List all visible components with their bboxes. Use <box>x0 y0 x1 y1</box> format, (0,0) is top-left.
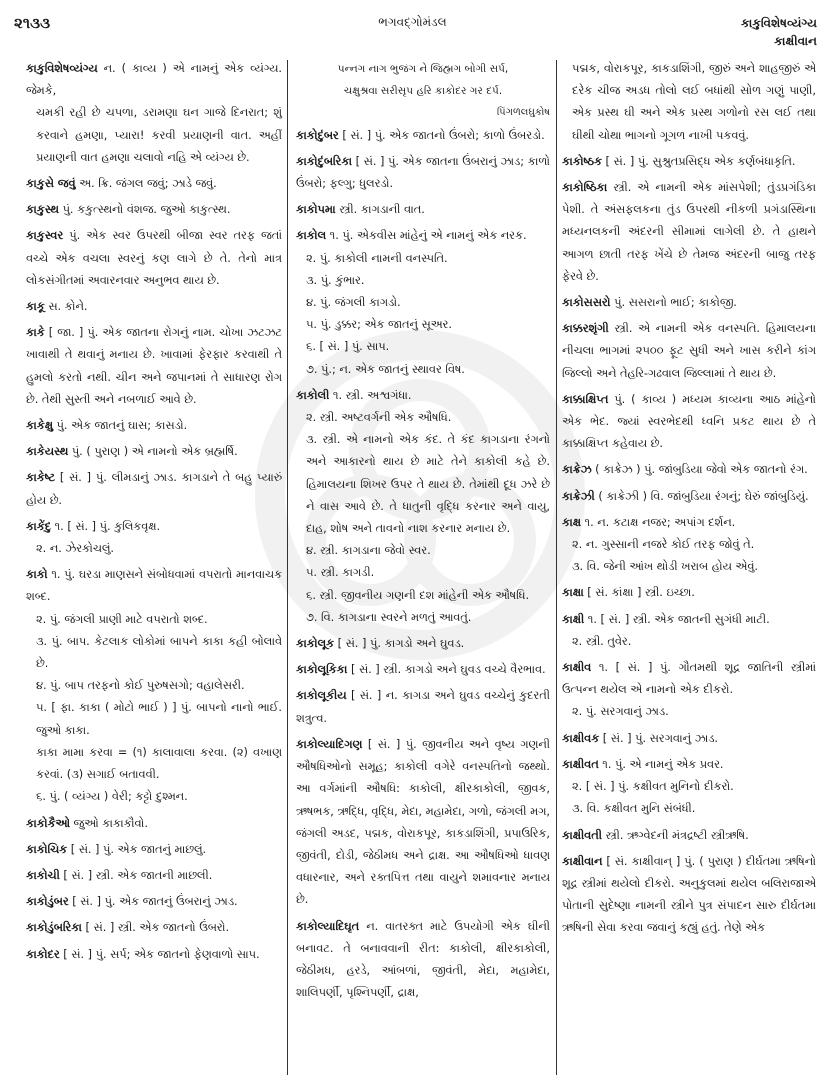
dictionary-entry <box>26 441 282 463</box>
headword: કાક્ષીવાન <box>562 854 603 868</box>
definition: સ્ત્રી. એ નામની એક વનસ્પતિ. હિમાલયના નીચલા ભાગમાં ૨૫૦૦ ફૂટ સુધી અને ખાસ કરીને કાંગ જિલ્લો અને તેહરિ-ગઢવાલ જિલ્લામાં તે થાય છે. <box>562 322 816 380</box>
verse-line: પન્નગ નાગ ભુજંગ ને જિહ્મગ બોગી સર્પ, <box>337 63 509 75</box>
headword: કાકોલૂકીય <box>296 689 347 703</box>
sub-sense: ૪. પું. જંગલી કાગડો. <box>306 296 401 310</box>
sub-sense: ૨. પું. સરગવાનું ઝાડ. <box>572 705 669 719</box>
definition: [ સં. ] ન. કાગડા અને ઘુવડ વચ્ચેનું કુદરતી શત્રુત્વ. <box>296 689 550 725</box>
dictionary-entry <box>562 318 816 385</box>
dictionary-entry <box>296 225 550 380</box>
dictionary-entry <box>562 609 816 653</box>
dictionary-entry <box>562 151 816 173</box>
headword: કાકો <box>26 568 48 582</box>
dictionary-entry <box>562 292 816 314</box>
dictionary-entry <box>562 657 816 724</box>
dictionary-entry <box>296 685 550 729</box>
book-title: ભગવદ્ગોમંડલ <box>378 15 447 29</box>
headword: કાક્ષીવત <box>562 757 599 771</box>
continued-text: પદ્મક, વોરાકપૂર, કાકડાશિંગી, જીરું અને શાહજીરું એ દરેક ચીજ અડધ તોલો લઈ બધાંથી સોળ ગણું પાણી, એક પ્રસ્થ ઘી અને એક પ્રસ્થ ગળોનો રસ લઈ તથા ઘીથી ચોથા ભાગનો ગૂગળ નાખી પકવવું. <box>572 62 816 142</box>
sub-sense: ૩. વિ. કક્ષીવત મુનિ સંબંધી. <box>572 802 696 816</box>
dictionary-entry <box>26 813 282 835</box>
verse-line: ચક્ષુશ્રવા સરીસૃપ હરિ કાકોદર ગર દર્પ. <box>343 85 503 98</box>
guide-words <box>741 14 817 50</box>
definition: ૧. પું. ઘરડા માણસને સંબોધવામાં વપરાતો માનવાચક શબ્દ. <box>26 568 282 604</box>
page-number: ૨૧૩૩ <box>14 14 51 32</box>
definition: ૧. પું. એ નામનું એક પ્રવર. <box>598 757 724 771</box>
definition: ૧. સ્ત્રી. અશ્વગંધા. <box>329 388 412 402</box>
definition: [ સં. ] પું. સર્પ; એક જાતનો ફેણવાળો સાપ. <box>59 947 260 961</box>
definition: ૧. પું. એકવીસ માંહેનું એ નામનું એક નરક. <box>326 229 527 243</box>
definition: ૧. [ સં. ] પું. કુલિકવૃક્ષ. <box>51 519 161 533</box>
headword: કાકેયસ્થ <box>26 445 69 459</box>
headword: કાકુસે જવું <box>26 177 76 191</box>
definition: ૧. [ સં. ] પું. ગૌતમથી શૂદ્ર જાતિની સ્ત્રીમાં ઉત્પન્ન થયેલ એ નામનો એક દીકરો. <box>562 661 816 697</box>
definition: જુઓ કાકાકૌવો. <box>69 816 148 830</box>
dictionary-entry <box>26 322 282 411</box>
dictionary-entry <box>296 125 550 147</box>
dictionary-entry <box>562 754 816 821</box>
headword: કાકોદર <box>26 947 60 961</box>
sub-sense: ૫. [ ફા. કાકા ( મોટો ભાઈ ) ] પું. બાપનો નાનો ભાઈ. જુઓ કાકા. <box>36 701 282 737</box>
sub-sense: ૩. પું. કુંભાર. <box>306 273 365 287</box>
column-divider <box>556 60 557 1075</box>
sub-sense: ૨. પું. કાકોલી નામની વનસ્પતિ. <box>306 251 448 265</box>
definition: [ સં. ] પું. લીમડાનું ઝાડ. કાગડાને તે બહુ પ્યારું હોય છે. <box>26 471 282 507</box>
definition: [ સં. ] પું. કાગડો અને ઘુવડ. <box>334 637 465 651</box>
headword: કાકુસ્વર <box>26 229 64 243</box>
sub-sense: ૩. વિ. જેની આંખ થોડી ખરાબ હોય એવું. <box>572 560 758 574</box>
dictionary-entry <box>26 944 282 966</box>
headword: કાકુવિશેષવ્યંગ્ય <box>26 62 98 75</box>
dictionary-entry <box>562 486 816 508</box>
sub-sense: ૬. પું. ( વ્યંગ્ય ) વેરી; કટ્ટો દુશ્મન. <box>36 790 188 804</box>
headword: કાકેક્ષુ <box>26 419 53 433</box>
headword: કાકોલૂક <box>296 637 335 651</box>
definition: ન. વાતરક્ત માટે ઉપયોગી એક ઘીની બનાવટ. તે બનાવવાની રીત: કાકોલી, ક્ષીરકાકોલી, જેઠીમધ, હરડે, આંબળાં, જીવંતી, મેદા, મહામેદા, શાલિપર્ણી, પૃશ્નિપર્ણી, દ્રાક્ષ, <box>296 919 550 1000</box>
dictionary-entry <box>562 512 816 579</box>
dictionary-entry <box>26 58 282 169</box>
headword: કાક્રેઝી <box>562 489 595 503</box>
dictionary-entry <box>562 825 816 847</box>
definition: સ્ત્રી. એ નામની એક માંસપેશી; તુંડપ્રગંડિકા પેશી. તે અંસફલકના તુંડ ઉપરથી નીકળી પ્રગંડાસ્થિના મધ્યનલકની અંદરની સીમામાં લાગેલી છે. તે હાથને આગળ છાતી તરફ ખેંચે છે તેમજ અંદરની બાજુ તરફ ફેરવે છે. <box>562 181 816 283</box>
definition: ન. ( કાવ્ય ) એ નામનું એક વ્યંગ્ય. જેમકે, <box>26 62 282 98</box>
headword: કાકોપમા <box>296 203 336 217</box>
sub-sense: ૭. પું.; ન. એક જાતનું સ્થાવર વિષ. <box>306 362 465 376</box>
sub-sense: ૫. સ્ત્રી. કાગડી. <box>306 566 375 580</box>
definition: ૧. [ સં. ] સ્ત્રી. એક જાતની સુગંધી માટી. <box>584 612 770 626</box>
dictionary-entry <box>26 516 282 560</box>
sub-sense: ૭. વિ. કાગડાના સ્વરને મળતું આવતું. <box>306 610 472 624</box>
page-header <box>0 0 825 50</box>
dictionary-entry <box>26 199 282 221</box>
dictionary-entry <box>562 459 816 481</box>
dictionary-entry <box>296 385 550 629</box>
sub-sense: ૬. સ્ત્રી. જીવનીય ગણની દશ માંહેની એક ઔષધિ. <box>306 588 530 602</box>
column-3 <box>562 58 816 944</box>
sub-sense: ૨. [ સં. ] પું. કક્ષીવત મુનિનો દીકરો. <box>572 780 734 794</box>
sub-sense: ૫. પું. ડુક્કર; એક જાતનું સૂઅર. <box>306 318 452 332</box>
definition: પું. ( પુરાણ ) એ નામનો એક બ્રહ્મર્ષિ. <box>68 445 238 459</box>
definition: પું. ( કાવ્ય ) મધ્યમ કાવ્યના આઠ માંહેનો એક ભેદ. જ્યાં સ્વરભેદથી ધ્વનિ પ્રકટ થાય છે તે કાક્કાક્ષિપ્ત કહેવાય છે. <box>562 392 816 451</box>
dictionary-entry <box>26 564 282 808</box>
definition: [ સં. ] સ્ત્રી. એક જાતની માછલી. <box>59 868 213 882</box>
definition: [ સં. ] પું. જીવનીય અને વૃષ્ય ગણની ઔષધિઓનો સમૂહ; કાકોલી વગેરે વનસ્પતિનો જથ્થો. આ વર્ગમાંની ઔષધિ: કાકોલી, ક્ષીરકાકોલી, જીવક, ઋષભક, ઋદ્ધિ, વૃદ્ધિ, મેદા, મહામેદા, ગળો, જંગલી મગ, જંગલી અડદ, પદ્મક, વોરાકપૂર, કાકડાશિંગી, પ્રપાઉરિક, જીવંતી, દોડી, જેઠીમધ અને દ્રાક્ષ. આ ઔષધિઓ ધાવણ વધારનાર, અને રક્તપિત્ત તથા વાયુને શમાવનાર મનાય છે. <box>296 737 550 907</box>
headword: કાક્ષીવતી <box>562 828 602 842</box>
headword: કાકોલી <box>296 388 330 402</box>
sub-sense: ૨. પું. જંગલી પ્રાણી માટે વપરાતો શબ્દ. <box>36 612 208 626</box>
headword: કાક્ષ <box>562 515 581 529</box>
headword: કાકોડુંબર <box>26 895 69 909</box>
headword: કાકોલ્યાદિગણ <box>296 737 363 751</box>
dictionary-entry <box>26 891 282 913</box>
dictionary-entry <box>296 151 550 195</box>
headword: કાકુસ્થ <box>26 203 59 217</box>
sub-sense: ૩. સ્ત્રી. એ નામનો એક કંદ. તે કંદ કાગડાના રંગનો અને આકારનો થાય છે માટે તેને કાકોલી કહે છે. હિમાલયના શિખર ઉપર તે થાય છે. તેમાંથી દૂધ ઝરે છે ને વાસ આવે છે. તે ધાતુની વૃદ્ધિ કરનાર અને વાયુ, દાહ, શોષ અને તાવનો નાશ કરનાર મનાય છે. <box>306 433 550 536</box>
dictionary-entry <box>562 582 816 604</box>
definition: [ જા. ] પું. એક જાતના રોગનું નામ. ચોખા ઝટઝટ ખાવાથી તે થવાનું મનાય છે. ખાવામાં ફેરફાર કરવાથી તે હુમલો કરતો નથી. ચીન અને જપાનમાં તે સાધારણ રોગ છે. તેથી સુસ્તી અને નબળાઈ આવે છે. <box>26 326 282 406</box>
dictionary-entry <box>296 659 550 681</box>
definition: પું. એક સ્વર ઉપરથી બીજા સ્વર તરફ જતાં વચ્ચે એક વચલા સ્વરનું કણ લાગે છે તે. તેનો માત્ર લોકસંગીતમાં અવારનવાર અનુભવ થાય છે. <box>26 229 282 287</box>
headword: કાકોલૂકિકા <box>296 663 348 677</box>
dictionary-entry <box>562 177 816 288</box>
definition: [ સં. ] સ્ત્રી. કાગડો અને ઘુવડ વચ્ચે વૈરભાવ. <box>347 663 546 677</box>
definition: સ્ત્રી. ઋગ્વેદની મંત્રદ્રષ્ટી સ્ત્રીઋષિ. <box>601 828 749 842</box>
definition: ૧. ન. કટાક્ષ નજર; અપાંગ દર્શન. <box>580 515 736 529</box>
headword: કાક્કાક્ષિપ્ત <box>562 392 609 406</box>
verse-source: પિંગળલઘુકોષ <box>496 107 550 119</box>
dictionary-entry <box>26 865 282 887</box>
headword: કાક્કરશૃંગી <box>562 322 609 336</box>
definition: [ સં. કાક્ષીવાન્ ] પું. ( પુરાણ ) દીર્ઘતમા ઋષિનો શૂદ્ર સ્ત્રીમાં થયેલો દીકરો. અનુકુલમાં થયેલ બલિરાજાએ પોતાની સુદેષ્ણા નામની સ્ત્રીને પુત્ર સંપાદન સારુ દીર્ઘતમા ઋષિની સેવા કરવા જવાનું કહ્યું હતું. તેણે એક <box>562 854 816 935</box>
dictionary-entry <box>562 851 816 940</box>
dictionary-entry <box>296 199 550 221</box>
definition: પું. એક જાતનું ઘાસ; કાસડો. <box>52 419 188 433</box>
dictionary-entry <box>296 916 550 1005</box>
dictionary-entry <box>26 225 282 292</box>
headword: કાક્ષીવક <box>562 731 600 745</box>
dictionary-entry <box>562 389 816 456</box>
headword: કાકોકૈઓ <box>26 816 70 830</box>
dictionary-entry <box>26 467 282 511</box>
column-divider <box>287 60 288 1075</box>
definition: અ. ક્રિ. જંગલ જવું; ઝાડે જવું. <box>75 177 217 191</box>
headword: કાકેષ્ટ <box>26 471 56 485</box>
headword: કાકોલ્યાદિઘૃત <box>296 919 360 933</box>
sub-sense: ૨. ન. ઝેરકોચલું. <box>36 542 114 556</box>
headword: કાકોડુંબરિકા <box>26 921 82 935</box>
headword: કાકોચિક <box>26 842 68 856</box>
sub-sense: કાકા મામા કરવા = (૧) કાલાવાલા કરવા. (૨) વખાણ કરવાં. (૩) સગાઈ બતાવવી. <box>36 745 282 782</box>
definition: [ સં. કાંક્ષા ] સ્ત્રી. ઇચ્છા. <box>583 586 695 600</box>
sub-sense: ૪. પું. બાપ તરફનો કોઈ પુરુષસગો; વહાલેસરી. <box>36 679 245 693</box>
column-1 <box>26 58 282 970</box>
dictionary-entry <box>562 728 816 750</box>
definition: સ. કોને. <box>44 300 88 314</box>
headword: કાકૂ <box>26 300 45 314</box>
guide-word-last: કાક્ષીવાન <box>774 34 817 48</box>
headword: કાકોષ્ઠક <box>562 154 602 168</box>
headword: કાકોદુંબરિકા <box>296 154 353 168</box>
headword: કાકોસસરો <box>562 296 611 310</box>
sub-sense: ૨. ન. ગુસ્સાની નજરે કોઈ તરફ જોવું તે. <box>572 538 755 552</box>
definition: [ સં. ] પું. એક જાતનું ઉંબરાનું ઝાડ. <box>68 895 238 909</box>
definition: [ સં. ] પું. એક જાતનો ઉંબરો; કાળો ઉંબરડો. <box>338 128 545 142</box>
definition: [ સં. ] પું. એક જાતનું માછલું. <box>67 842 207 856</box>
definition: ( કાક્રેઝી ) વિ. જાંબુડિયા રંગનું; ઘેરું જાંબુડિયું. <box>594 489 809 503</box>
sub-sense: ૩. પું. બાપ. કેટલાક લોકોમાં બાપને કાકા કહી બોલાવે છે. <box>36 634 282 671</box>
headword: કાકેંદુ <box>26 519 52 533</box>
dictionary-entry <box>296 734 550 912</box>
headword: કાકોદુંબર <box>296 128 339 142</box>
guide-word-first: કાકુવિશેષવ્યંગ્ય <box>740 16 817 30</box>
dictionary-entry <box>26 415 282 437</box>
definition: પું. કકુત્સ્થનો વંશજ. જુઓ કાકુત્સ્થ. <box>58 203 231 217</box>
definition: [ સં. ] પું. સરગવાનું ઝાડ. <box>599 731 719 745</box>
headword: કાક્ષા <box>562 586 584 600</box>
sub-sense: ચમકી રહી છે ચપળા, ડરામણા ઘન ગાજે દિનરાત; શું કરવાને હમણા, પ્યારા! કરવી પ્રયાણની વાત. અહીં પ્રયાણની વાત હમણા ચલાવો નહિ એ વ્યંગ્ય છે. <box>36 106 282 164</box>
sub-sense: ૬. [ સં. ] પું. સાપ. <box>306 340 390 354</box>
definition: પું. સસરાનો ભાઈ; કાકોજી. <box>610 296 737 310</box>
definition: [ સં. ] પું. સુશ્રુતપ્રસિદ્ધ એક કર્ણબંધાકૃતિ. <box>601 154 796 168</box>
headword: કાક્ષીવ <box>562 661 592 675</box>
sub-sense: ૪. સ્ત્રી. કાગડાના જેવો સ્વર. <box>306 544 431 558</box>
headword: કાક્રેઝ <box>562 463 592 477</box>
headword: કાકે <box>26 326 45 340</box>
sub-sense: ૨. સ્ત્રી. તુવેર. <box>572 634 632 648</box>
dictionary-entry <box>26 173 282 195</box>
sub-sense: ૨. સ્ત્રી. અષ્ટવર્ગની એક ઔષધિ. <box>306 411 452 425</box>
definition: [ સં. ] સ્ત્રી. એક જાતનો ઉંબરો. <box>81 921 230 935</box>
headword: કાકોચી <box>26 868 60 882</box>
definition: ( કાક્રેઝ ) પું. જાંબુડિયા જેવો એક જાતનો રંગ. <box>591 463 808 477</box>
headword: કાકોલ <box>296 229 327 243</box>
headword: કાકોષ્ઠિકા <box>562 181 608 195</box>
headword: કાક્ષી <box>562 612 585 626</box>
definition: સ્ત્રી. કાગડાની વાત. <box>335 203 425 217</box>
column-2 <box>296 58 550 1008</box>
dictionary-entry <box>296 633 550 655</box>
definition: [ સં. ] પું. એક જાતના ઉંબરાનું ઝાડ; કાળો ઉંબરો; ફલ્ગુ; ધુલરડો. <box>296 154 550 191</box>
dictionary-entry <box>26 917 282 939</box>
dictionary-entry <box>26 839 282 861</box>
dictionary-entry <box>26 296 282 318</box>
